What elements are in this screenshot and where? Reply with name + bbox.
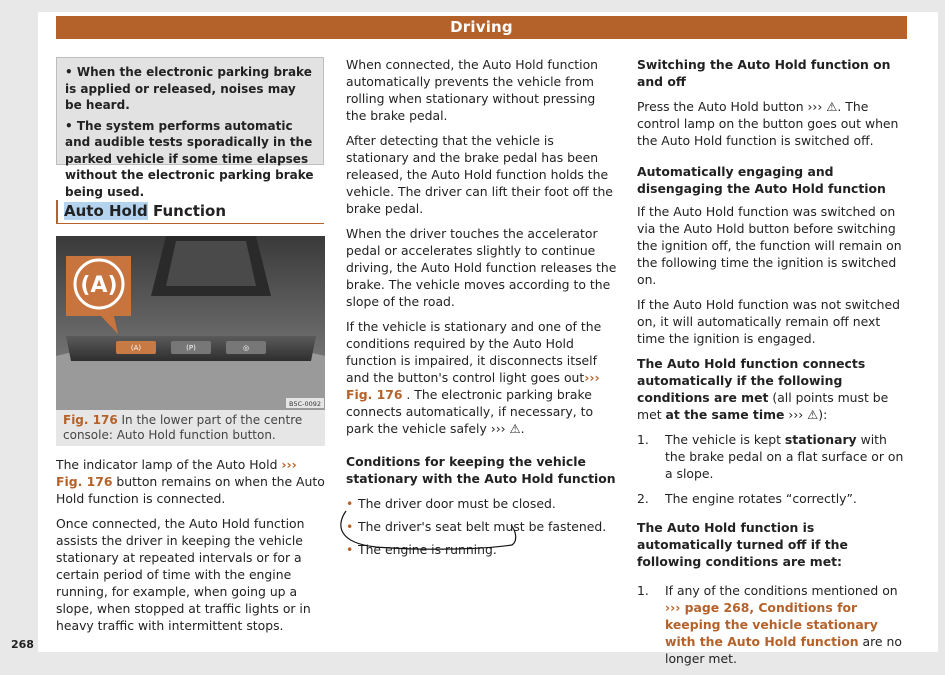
figure-caption [56,410,325,446]
section-title-highlight: Auto Hold [64,202,148,220]
figure-caption-text: In the lower part of the centre console: Auto Hold function button. [63,413,303,442]
svg-text:(A): (A) [80,273,118,298]
console-illustration [56,236,325,410]
list-item: • The driver door must be closed. [346,496,556,511]
section-title-rest: Function [147,202,227,220]
svg-text:◎: ◎ [242,344,250,352]
figure-console-image [56,236,325,410]
numbered-item: 1. The vehicle is kept stationary with the brake pedal on a flat surface or on a slope. [637,432,904,481]
paragraph: When the driver touches the accelerator pedal or accelerates slightly to continue driving, the Auto Hold function releases the brake. The vehicle moves according to the slope of the road. [346,226,617,309]
paragraph: The indicator lamp of the Auto Hold ››› Fig. 176 button remains on when the Auto Hold function is connected. [56,457,325,506]
figure-link[interactable]: ››› Fig. 176 [346,370,600,402]
note-box [56,57,324,199]
middle-column-text [346,56,618,564]
figure-link[interactable]: ››› Fig. 176 [56,457,297,489]
right-column-text [637,56,905,675]
paragraph: Once connected, the Auto Hold function assists the driver in keeping the vehicle stationary at repeated intervals or for a certain period of time with the engine running, for example, when going up a slope, when stopped at traffic lights or in heavy traffic with intermittent stops. [56,516,311,633]
paragraph: If the vehicle is stationary and one of the conditions required by the Auto Hold function is impaired, it disconnects itself and the button's control light goes out››› Fig. 176 . The electronic parking brake connects automatically, if necessary, to park the vehicle safely ››› ⚠. [346,319,602,436]
figure-number: Fig. 176 [63,413,118,427]
svg-text:(P): (P) [186,344,196,352]
list-item: • The driver's seat belt must be fastened. [346,519,607,534]
figure-code: B5C-0092 [288,400,322,408]
section-title [56,200,324,224]
chapter-header: Driving [56,16,907,39]
heading-auto-off: The Auto Hold function is automatically turned off if the following conditions are met: [637,520,848,569]
paragraph: If the Auto Hold function was switched on via the Auto Hold button before switching the ignition off, the function will remain on the following time the ignition is switched on. [637,204,902,287]
conditions-heading: Conditions for keeping the vehicle stationary with the Auto Hold function [346,454,616,486]
paragraph: If the Auto Hold function was not switched on, it will automatically remain off next time the ignition is engaged. [637,297,901,346]
page-number: 268 [11,638,34,651]
paragraph: Press the Auto Hold button ››› ⚠. The control lamp on the button goes out when the Auto Hold function is switched off. [637,99,899,148]
heading-auto-engage: Automatically engaging and disengaging the Auto Hold function [637,164,886,196]
numbered-item: 1. If any of the conditions mentioned on ››› page 268, Conditions for keeping the vehicle stationary with the Auto Hold function are no longer met. [637,583,902,666]
note-item: • The system performs automatic and audible tests sporadically in the parked vehicle if some time elapses without the electronic parking brake being used. [65,118,314,199]
page-link[interactable]: ››› page 268, Conditions for keeping the vehicle stationary with the Auto Hold function [665,600,878,649]
paragraph: After detecting that the vehicle is stationary and the brake pedal has been released, the Auto Hold function holds the vehicle. The driver can lift their foot off the brake pedal. [346,133,613,216]
numbered-item: 2. The engine rotates “correctly”. [637,491,857,506]
svg-text:(A): (A) [130,344,142,352]
list-item: • The engine is running. [346,542,497,557]
heading-switching: Switching the Auto Hold function on and off [637,57,891,89]
hand-drawn-circle-mark [336,505,521,553]
note-item: • When the electronic parking brake is applied or released, noises may be heard. [65,65,312,112]
left-column-text [56,456,326,642]
paragraph: When connected, the Auto Hold function automatically prevents the vehicle from rolling when stationary without pressing the brake pedal. [346,57,599,123]
paragraph: The Auto Hold function connects automatically if the following conditions are met (all points must be met at the same time ››› ⚠): [637,356,889,422]
